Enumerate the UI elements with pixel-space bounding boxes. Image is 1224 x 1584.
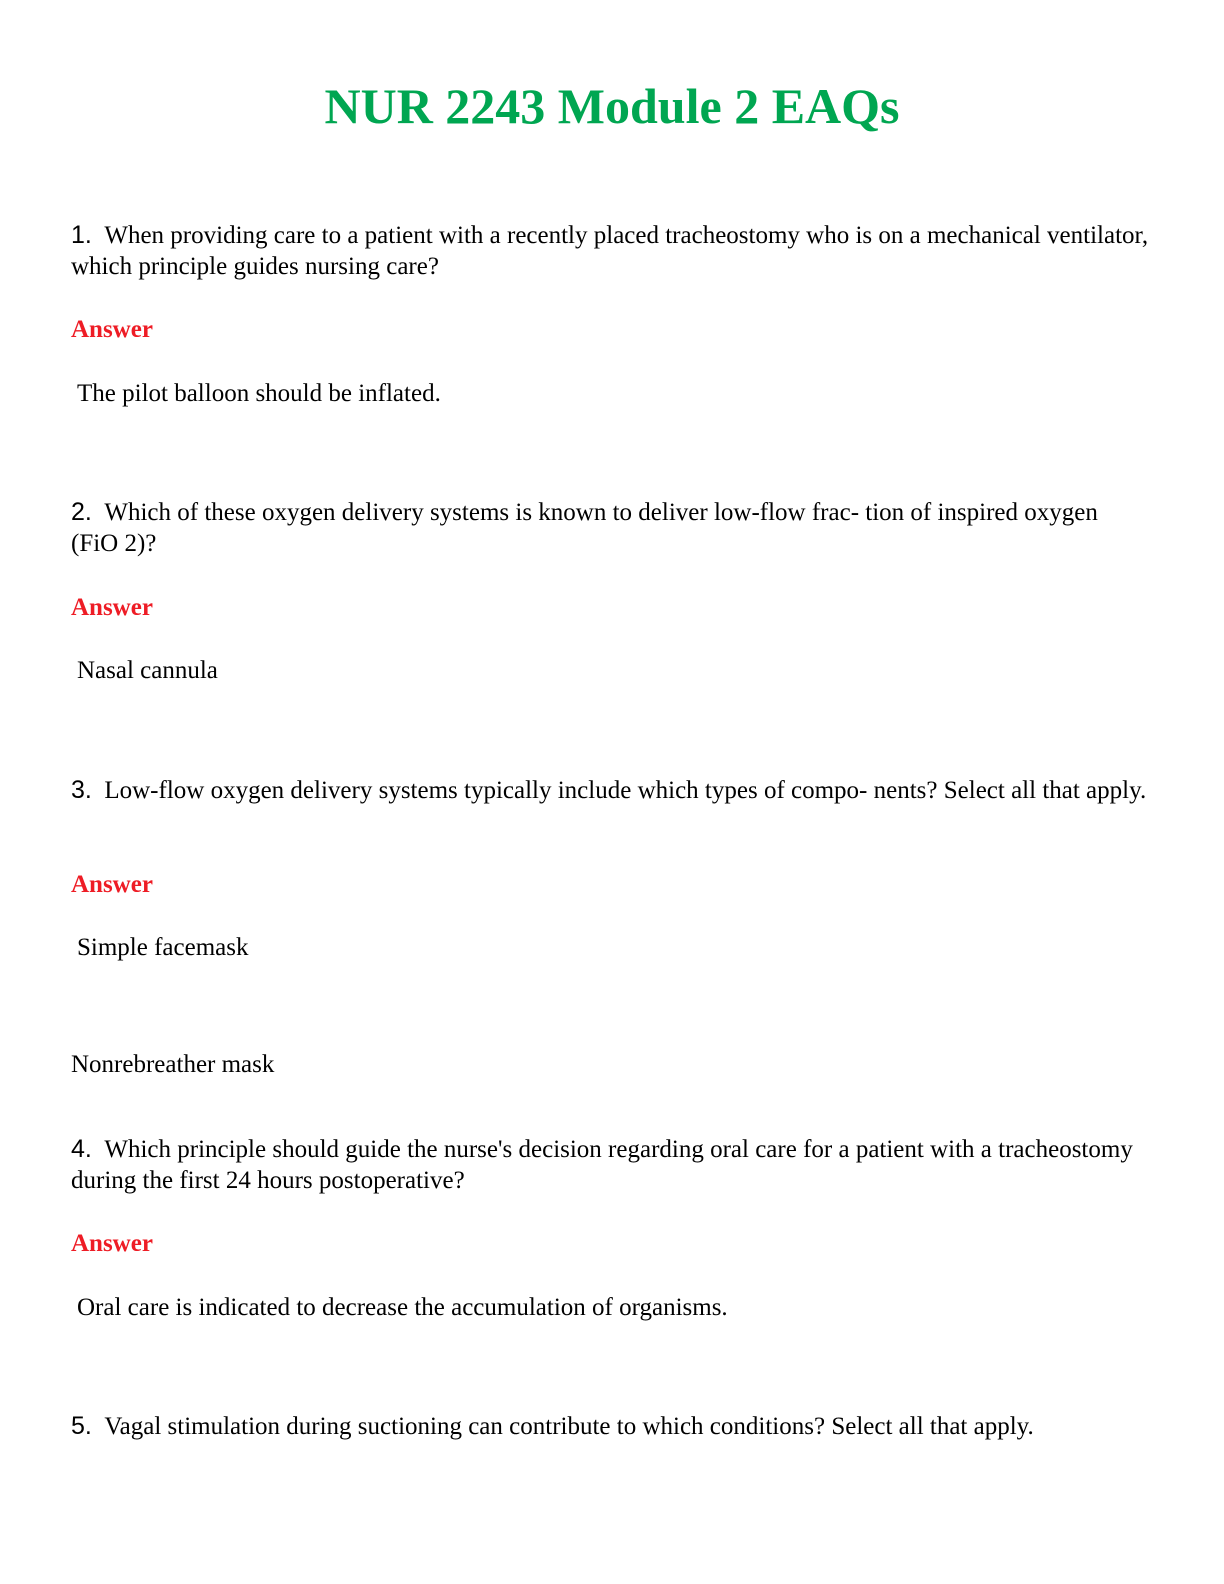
answer-4: Oral care is indicated to decrease the accumulation of organisms. bbox=[77, 1294, 728, 1321]
answer-3b: Nonrebreather mask bbox=[71, 1051, 275, 1078]
question-text: Which of these oxygen delivery systems is known to deliver low-flow frac- tion of inspired oxygen (FiO 2)? bbox=[71, 499, 1098, 557]
question-5 bbox=[71, 1411, 1151, 1442]
question-text: Which principle should guide the nurse's decision regarding oral care for a patient with a tracheostomy during the first 24 hours postoperative? bbox=[71, 1136, 1133, 1194]
answer-1: The pilot balloon should be inflated. bbox=[77, 380, 441, 407]
question-number: 2. bbox=[71, 498, 92, 526]
question-text: When providing care to a patient with a recently placed tracheostomy who is on a mechanical ventilator, which principle guides nursing care? bbox=[71, 222, 1149, 280]
question-text: Low-flow oxygen delivery systems typically include which types of compo- nents? Select all that apply. bbox=[104, 777, 1147, 804]
question-number: 3. bbox=[71, 776, 92, 804]
question-1 bbox=[71, 220, 1151, 282]
answer-2: Nasal cannula bbox=[77, 657, 218, 684]
question-4 bbox=[71, 1134, 1151, 1196]
question-2 bbox=[71, 497, 1151, 559]
question-number: 5. bbox=[71, 1412, 92, 1440]
answer-label-1: Answer bbox=[71, 316, 153, 343]
answer-label-2: Answer bbox=[71, 594, 153, 621]
question-number: 4. bbox=[71, 1135, 92, 1163]
answer-label-4: Answer bbox=[71, 1230, 153, 1257]
question-3 bbox=[71, 775, 1151, 806]
question-number: 1. bbox=[71, 221, 92, 249]
question-text: Vagal stimulation during suctioning can contribute to which conditions? Select all that apply. bbox=[104, 1413, 1034, 1440]
answer-3a: Simple facemask bbox=[77, 934, 249, 961]
answer-label-3: Answer bbox=[71, 871, 153, 898]
document-title: NUR 2243 Module 2 EAQs bbox=[324, 78, 900, 134]
